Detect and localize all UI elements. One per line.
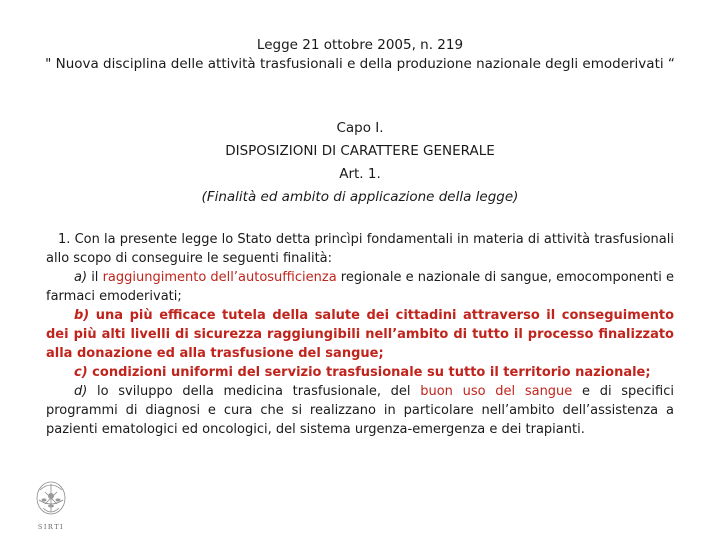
item-c xyxy=(46,363,674,382)
item-d-letter: d) xyxy=(74,384,88,399)
item-c-letter: c) xyxy=(74,365,88,380)
emblem-icon xyxy=(31,478,71,532)
law-title: " Nuova disciplina delle attività trasfusionali e della produzione nazionale degli emoderivati “ xyxy=(45,56,675,72)
logo-caption: SIRTI xyxy=(37,523,65,531)
law-reference: Legge 21 ottobre 2005, n. 219 xyxy=(256,37,464,53)
article-number: Art. 1. xyxy=(339,166,381,182)
item-d-post: e di specifici programmi di diagnosi e cura che si realizzano in particolare nell’ambito dell’assistenza a pazienti ematologici ed oncologici, del sistema urgenza-emergenza e dei trapianti. xyxy=(46,384,674,437)
item-b xyxy=(46,306,674,363)
item-a-letter: a) xyxy=(74,270,88,285)
capo-label: Capo I. xyxy=(336,120,384,136)
chapter-heading xyxy=(0,117,720,209)
item-a xyxy=(46,268,674,306)
item-a-post: regionale e nazionale di sangue, emocomponenti e farmaci emoderivati; xyxy=(46,270,674,304)
item-a-highlight: raggiungimento dell’autosufficienza xyxy=(102,270,337,285)
item-d xyxy=(46,382,674,439)
item-b-text: una più efficace tutela della salute dei cittadini attraverso il conseguimento dei più alti livelli di sicurezza raggiungibili nell’ambito di tutto il processo finalizzato alla donazione ed alla trasfusione del sangue; xyxy=(46,308,674,361)
item-d-pre: lo sviluppo della medicina trasfusionale, del xyxy=(87,384,421,399)
article-subtitle: (Finalità ed ambito di applicazione della legge) xyxy=(201,189,519,205)
item-b-letter: b) xyxy=(74,308,90,323)
item-a-pre: il xyxy=(87,270,103,285)
item-d-highlight: buon uso del sangue xyxy=(420,384,573,399)
document-header xyxy=(0,36,720,74)
item-c-text: condizioni uniformi del servizio trasfusionale su tutto il territorio nazionale; xyxy=(87,365,651,380)
chapter-title: DISPOSIZIONI DI CARATTERE GENERALE xyxy=(225,143,495,159)
article-body xyxy=(46,230,674,439)
article-intro: 1. Con la presente legge lo Stato detta princìpi fondamentali in materia di attività trasfusionali allo scopo di conseguire le seguenti finalità: xyxy=(46,232,674,266)
